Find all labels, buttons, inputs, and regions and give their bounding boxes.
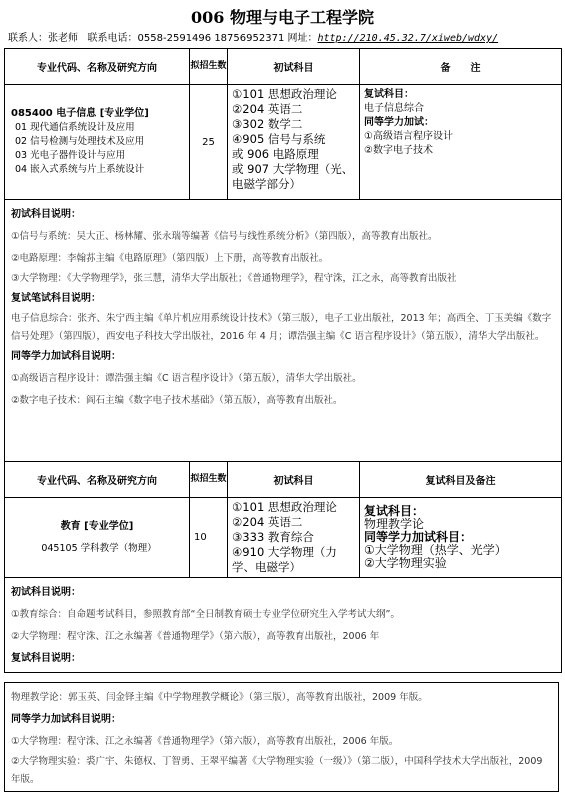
- exam-item: 或 907 大学物理（光、电磁学部分）: [232, 162, 354, 191]
- header-program: 专业代码、名称及研究方向: [5, 462, 190, 498]
- header-notes: 备 注: [360, 49, 562, 85]
- explain-line: 物理教学论：郭玉英、闫金铎主编《中学物理教学概论》（第三版），高等教育出版社，2009 年版。: [11, 692, 428, 703]
- exam-item: ③333 教育综合: [232, 530, 314, 544]
- exam-item: ①101 思想政治理论: [232, 87, 337, 101]
- exam-item: ②204 英语二: [232, 515, 303, 529]
- explain-line: 电子信息综合：张齐、朱宁西主编《单片机应用系统设计技术》（第三版），电子工业出版社，2013 年；高西全、丁玉美编《数字信号处理》（第四版），西安电子科技大学出版社，2016 年 4 月；谭浩强主编《C 语言程序设计》（第五版），清华大学出版社。: [11, 313, 552, 342]
- header-notes: 复试科目及备注: [360, 462, 562, 498]
- exam-item: ②204 英语二: [232, 102, 303, 116]
- contact-url-link[interactable]: http://210.45.32.7/xiweb/wdxy/: [317, 33, 499, 44]
- retest-explain-label: 复试笔试科目说明：: [11, 293, 101, 304]
- quota-value: 25: [190, 85, 228, 200]
- exam-item: ①101 思想政治理论: [232, 500, 337, 514]
- header-exam: 初试科目: [228, 49, 360, 85]
- header-exam: 初试科目: [228, 462, 360, 498]
- contact-web-label: 网址：: [287, 33, 318, 44]
- equiv-label: 同等学力加试科目：: [364, 530, 473, 544]
- retest-subject: 物理教学论: [364, 517, 425, 531]
- equiv-subject: ②数字电子技术: [364, 145, 433, 156]
- exam-cell: [228, 498, 360, 578]
- program-table-1: [4, 48, 562, 673]
- retest-label: 复试科目：: [364, 504, 425, 518]
- explain-line: ①大学物理：程守洙、江之永编著《普通物理学》（第六版），高等教育出版社，2006 年版。: [11, 736, 399, 747]
- program-cell: [5, 498, 190, 578]
- program-code: 教育 [专业学位]: [60, 520, 134, 532]
- retest-explain-label: 复试科目说明：: [11, 653, 81, 664]
- initial-explain-label: 初试科目说明：: [11, 209, 81, 220]
- exam-item: ③302 数学二: [232, 117, 303, 131]
- explain-line: ①高级语言程序设计：谭浩强主编《C 语言程序设计》（第五版），清华大学出版社。: [11, 373, 362, 384]
- retest-label: 复试科目：: [364, 89, 414, 100]
- initial-explain-label: 初试科目说明：: [11, 587, 81, 598]
- equiv-explain-label: 同等学力加试科目说明：: [11, 351, 121, 362]
- explanation-block-1: [5, 200, 562, 462]
- equiv-subject: ①大学物理（热学、光学）: [364, 543, 507, 557]
- header-quota: 拟招生数: [190, 49, 228, 85]
- direction-item: 01 现代通信系统设计及应用: [15, 122, 135, 133]
- explanation-block-2: [5, 578, 562, 673]
- explain-line: ②数字电子技术：阎石主编《数字电子技术基础》（第五版），高等教育出版社。: [11, 395, 343, 406]
- equiv-subject: ②大学物理实验: [364, 556, 447, 570]
- exam-cell: [228, 85, 360, 200]
- direction-item: 02 信号检测与处理技术及应用: [15, 136, 145, 147]
- notes-cell: [360, 85, 562, 200]
- explain-line: ①教育综合：自命题考试科目，参照教育部“全日制教育硕士专业学位研究生入学考试大纲”。: [11, 609, 400, 620]
- header-program: 专业代码、名称及研究方向: [5, 49, 190, 85]
- equiv-explain-label: 同等学力加试科目说明：: [11, 714, 121, 725]
- direction-item: 04 嵌入式系统与片上系统设计: [15, 164, 145, 175]
- direction-item: 045105 学科教学（物理）: [41, 542, 157, 554]
- exam-item: ④905 信号与系统: [232, 132, 326, 146]
- explain-line: ③大学物理：《大学物理学》，张三慧，清华大学出版社；《普通物理学》，程守洙，江之永，高等教育出版社: [11, 273, 457, 284]
- exam-item: 或 906 电路原理: [232, 147, 319, 161]
- page: [4, 4, 561, 792]
- explain-line: ②大学物理：程守洙、江之永编著《普通物理学》（第六版），高等教育出版社，2006 年: [11, 631, 380, 642]
- page-title: 006 物理与电子工程学院: [191, 8, 374, 27]
- contact-person: 联系人：张老师: [8, 33, 78, 44]
- direction-item: 03 光电子器件设计与应用: [15, 150, 126, 161]
- explain-line: ②电路原理：李翰荪主编《电路原理》（第四版）上下册，高等教育出版社。: [11, 253, 329, 264]
- contact-line: [4, 32, 561, 48]
- explain-line: ①信号与系统：吴大正、杨林耀、张永瑞等编著《信号与线性系统分析》（第四版），高等教育出版社。: [11, 231, 438, 242]
- equiv-subject: ①高级语言程序设计: [364, 131, 453, 142]
- continuation-block: [4, 682, 559, 792]
- quota-value: 10: [190, 498, 228, 578]
- program-code: 085400 电子信息 [专业学位]: [11, 108, 149, 119]
- program-cell: [5, 85, 190, 200]
- notes-cell: [360, 498, 562, 578]
- header-quota: 拟招生数: [190, 462, 228, 498]
- contact-phone: 联系电话：0558-2591496 18756952371: [87, 33, 285, 44]
- exam-item: ④910 大学物理（力学、电磁学）: [232, 545, 337, 574]
- equiv-label: 同等学力加试：: [364, 117, 434, 128]
- explain-line: ②大学物理实验：裘广宇、朱德权、丁智勇、王翠平编著《大学物理实验（一级）》（第二版），中国科学技术大学出版社，2009 年版。: [11, 756, 543, 785]
- retest-subject: 电子信息综合: [364, 103, 424, 114]
